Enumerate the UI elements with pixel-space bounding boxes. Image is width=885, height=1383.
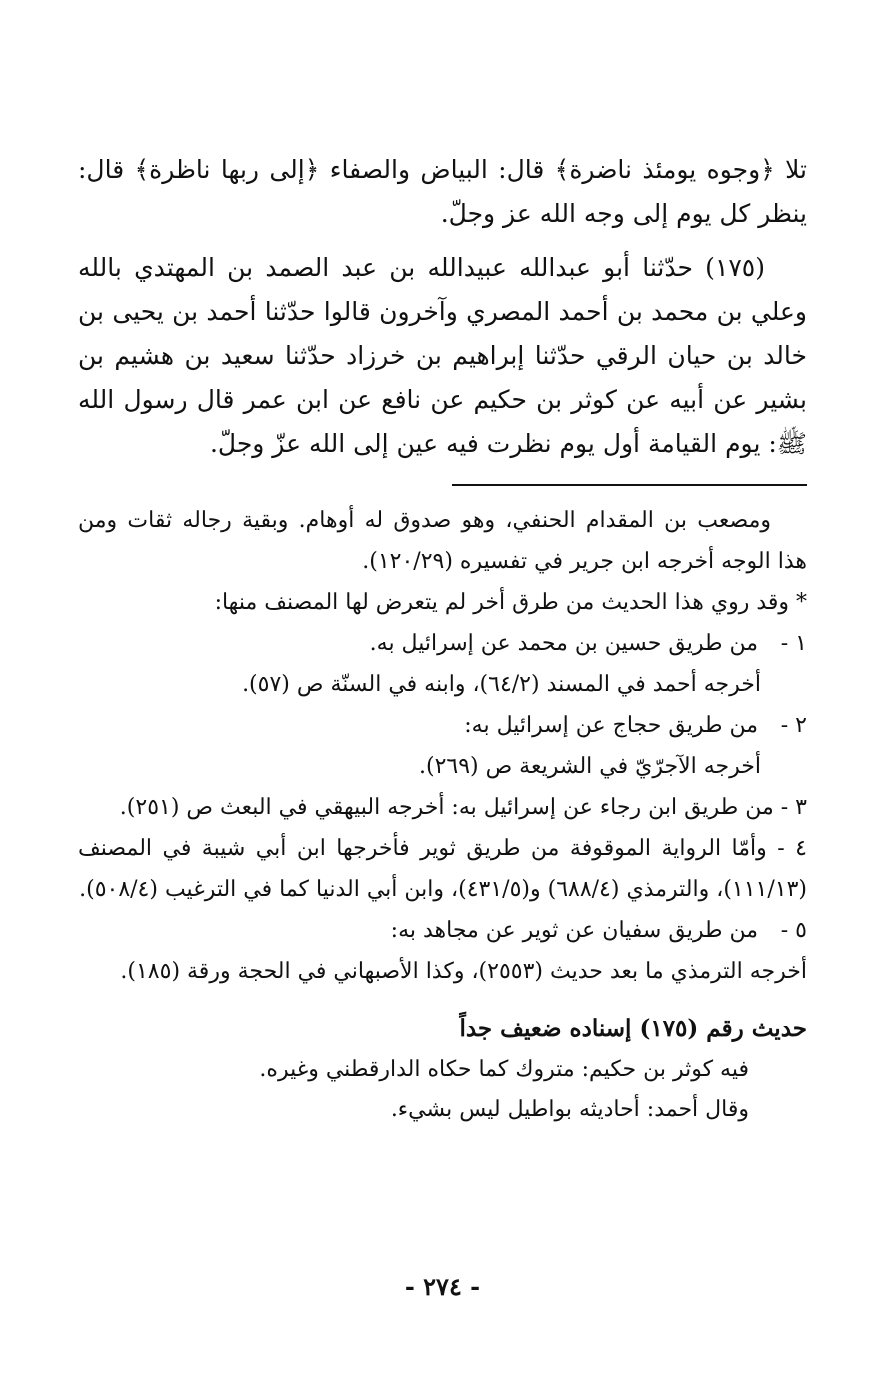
footnote-item-text: من طريق حسين بن محمد عن إسرائيل به.	[369, 631, 758, 656]
footnote-item-1-source: أخرجه أحمد في المسند (٦٤/٢)، وابنه في السنّة ص (٥٧).	[242, 672, 761, 697]
footnote-item-text: وأمّا الرواية الموقوفة من طريق ثوير فأخرجها ابن أبي شيبة في المصنف (١١١/١٣)، والترمذي (٦٨٨/٤) و(٤٣١/٥)، وابن أبي الدنيا كما في الترغيب (٥٠٨/٤).	[78, 836, 807, 902]
footnote-item-text: من طريق سفيان عن ثوير عن مجاهد به:	[390, 918, 758, 943]
page-number: - ٢٧٤ -	[404, 1272, 481, 1301]
footnote-item-2-source: أخرجه الآجرّيّ في الشريعة ص (٢٦٩).	[418, 754, 761, 779]
main-paragraph-1: تلا ﴿وجوه يومئذ ناضرة﴾ قال: البياض والصفاء ﴿إلى ربها ناظرة﴾ قال: ينظر كل يوم إلى وجه الله عز وجلّ.	[78, 155, 807, 228]
grading-heading: حديث رقم (١٧٥) إسناده ضعيف جداً	[459, 1015, 807, 1042]
footnote-item-number: ١ -	[780, 631, 807, 656]
footnote-star-line: * وقد روي هذا الحديث من طرق أخر لم يتعرض لها المصنف منها:	[214, 590, 807, 615]
footnote-item-number: ٥ -	[780, 918, 807, 943]
footnote-item-number: ٤ -	[777, 836, 807, 861]
footnote-item-number: ٣ -	[780, 795, 807, 820]
footnote-item-number: ٢ -	[780, 713, 807, 738]
footnote-item-4	[78, 828, 807, 910]
footnote-item-text: من طريق حجاج عن إسرائيل به:	[464, 713, 758, 738]
footnote-intro: ومصعب بن المقدام الحنفي، وهو صدوق له أوهام. وبقية رجاله ثقات ومن هذا الوجه أخرجه ابن جرير في تفسيره (١٢٠/٢٩).	[78, 508, 807, 574]
footnote-item-5	[78, 910, 807, 951]
footnote-closing: أخرجه الترمذي ما بعد حديث (٢٥٥٣)، وكذا الأصبهاني في الحجة ورقة (١٨٥).	[120, 959, 807, 984]
main-text	[78, 148, 807, 466]
footnote-item-1	[78, 623, 807, 664]
footnote-separator	[452, 484, 807, 486]
grading-note-1: فيه كوثر بن حكيم: متروك كما حكاه الدارقطني وغيره.	[259, 1057, 749, 1082]
main-paragraph-2: (١٧٥) حدّثنا أبو عبدالله عبيدالله بن عبد الصمد بن المهتدي بالله وعلي بن محمد بن أحمد المصري وآخرون قالوا حدّثنا أحمد بن يحيى بن خالد بن حيان الرقي حدّثنا إبراهيم بن خرزاد حدّثنا سعيد بن هشيم بن بشير عن أبيه عن كوثر بن حكيم عن نافع عن ابن عمر قال رسول الله ﷺ: يوم القيامة أول يوم نظرت فيه عين إلى الله عزّ وجلّ.	[78, 253, 807, 458]
footnote-item-3	[78, 787, 807, 828]
footnotes	[78, 500, 807, 992]
footnote-item-text: من طريق ابن رجاء عن إسرائيل به: أخرجه البيهقي في البعث ص (٢٥١).	[119, 795, 774, 820]
footnote-item-2	[78, 705, 807, 746]
grading-note-2: وقال أحمد: أحاديثه بواطيل ليس بشيء.	[390, 1097, 749, 1122]
hadith-grading	[78, 1008, 807, 1130]
book-page	[78, 148, 807, 1130]
